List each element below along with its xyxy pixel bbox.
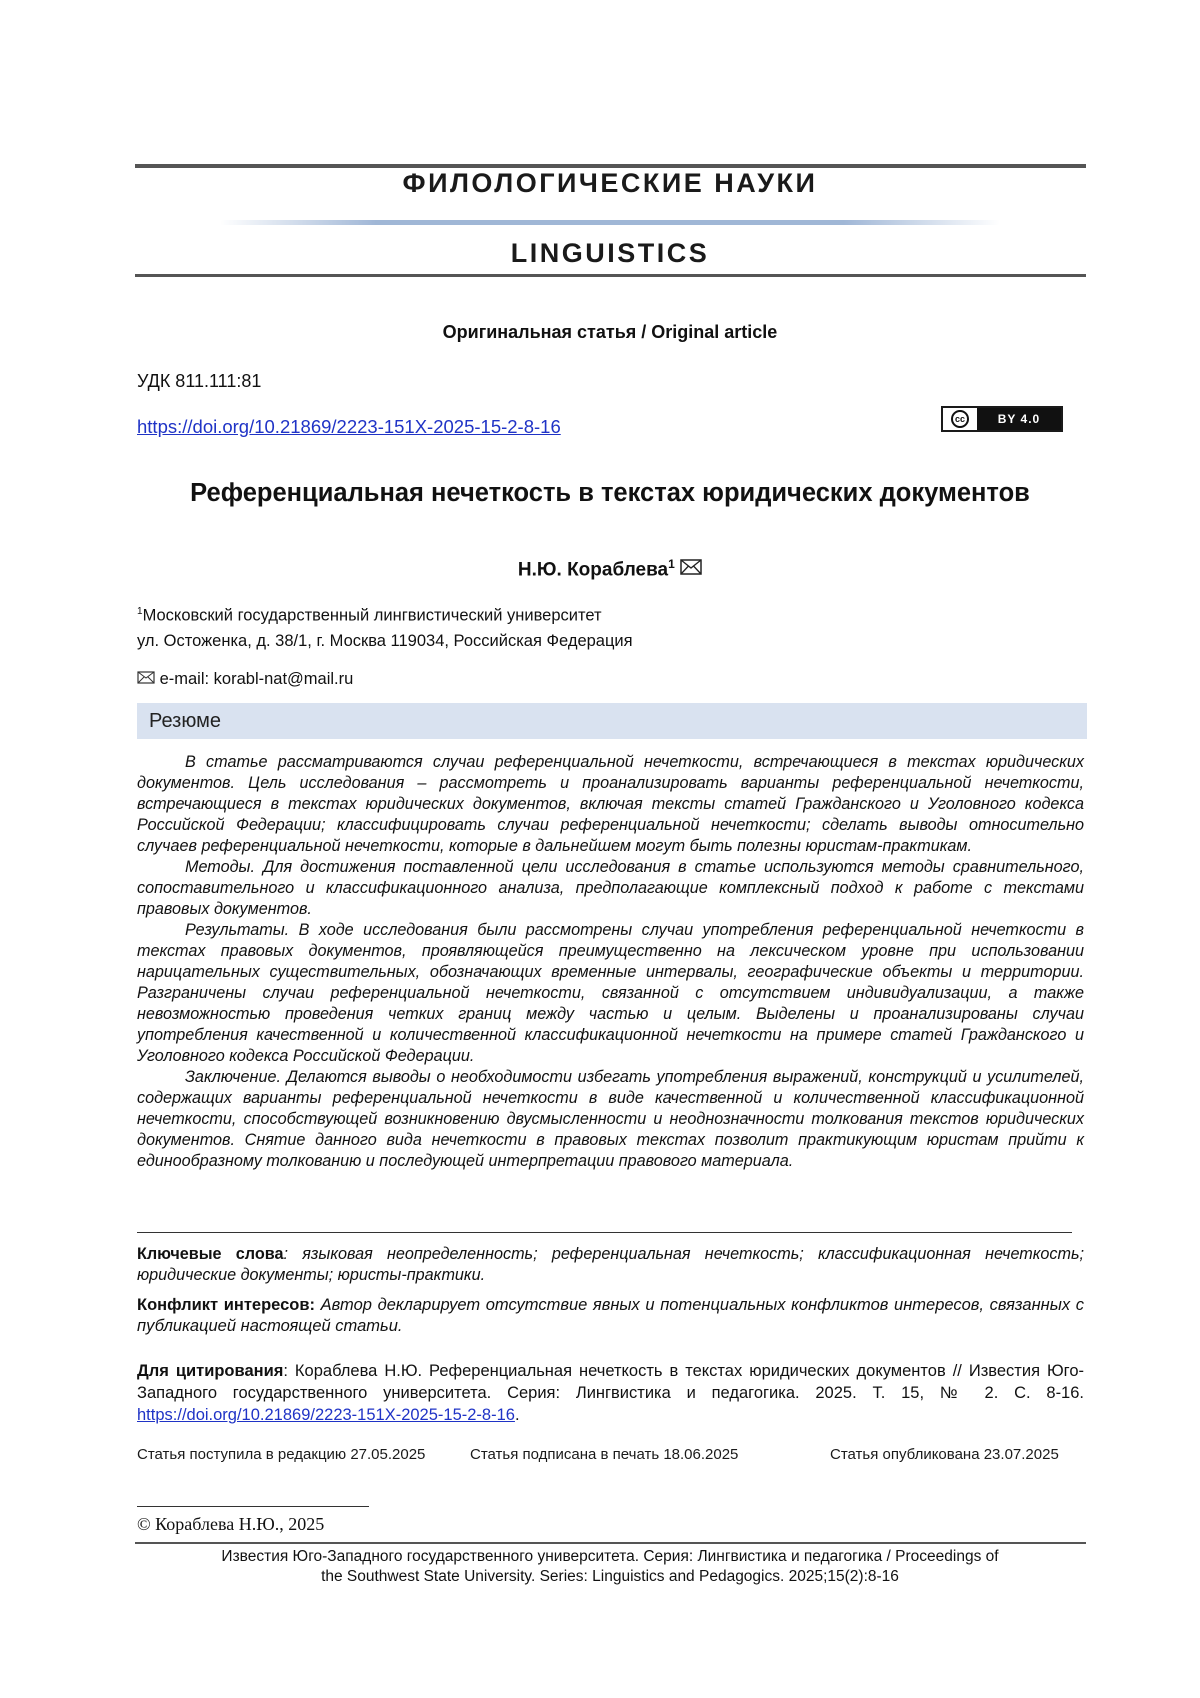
copyright: © Кораблева Н.Ю., 2025 xyxy=(137,1514,325,1534)
citation-block xyxy=(137,1360,1084,1426)
citation-label: Для цитирования xyxy=(137,1362,284,1380)
author-name: Н.Ю. Кораблева xyxy=(517,559,669,581)
conflict-label: Конфликт интересов: xyxy=(137,1296,316,1314)
affiliation-line-1 xyxy=(137,606,602,626)
date-accepted: Статья подписана в печать 18.06.2025 xyxy=(470,1446,739,1463)
keywords-label: Ключевые слова xyxy=(137,1245,284,1263)
article-type: Оригинальная статья / Original article xyxy=(442,322,778,342)
section-title-ru: ФИЛОЛОГИЧЕСКИЕ НАУКИ xyxy=(402,168,818,198)
header-divider xyxy=(220,220,1000,225)
cc-icon: cc xyxy=(943,408,977,430)
affiliation-university: Московский государственный лингвистический университет xyxy=(142,606,602,625)
abstract-text xyxy=(137,752,1084,1172)
keywords-block xyxy=(137,1244,1084,1286)
header-bottom-rule xyxy=(135,274,1086,277)
keywords-text: : языковая неопределенность; референциальная нечеткость; классификационная нечеткость; юридические документы; юристы-практики. xyxy=(137,1245,1084,1284)
abstract-paragraph-conclusion: Заключение. Делаются выводы о необходимости избегать употребления выражений, конструкций и усилителей, содержащих варианты референциальной нечеткости в виде качественной и количественной классификационной нечеткости, способствующей возникновению двусмысленности и неоднозначности толкования текстов юридических документов. Снятие данного вида нечеткости в правовых текстах позволит практикующим юристам прийти к единообразному толкованию и последующей интерпретации правового материала. xyxy=(137,1068,1084,1170)
citation-end: . xyxy=(514,1406,520,1424)
affiliation-address: ул. Остоженка, д. 38/1, г. Москва 119034, Российская Федерация xyxy=(137,632,633,650)
email-address[interactable]: e-mail: korabl-nat@mail.ru xyxy=(159,670,354,688)
udk-code: УДК 811.111:81 xyxy=(137,371,262,391)
resume-heading: Резюме xyxy=(149,710,221,732)
envelope-icon[interactable] xyxy=(680,559,702,581)
email-line xyxy=(137,670,353,689)
resume-heading-bar xyxy=(137,703,1087,739)
date-received: Статья поступила в редакцию 27.05.2025 xyxy=(137,1446,426,1463)
abstract-divider xyxy=(137,1232,1072,1233)
abstract-paragraph-intro: В статье рассматриваются случаи референциальной нечеткости, встречающиеся в текстах юридических документов. Цель исследования – рассмотреть и проанализировать варианты референциальной нечеткости, встречающиеся в текстах юридических документов, включая тексты статей Гражданского и Уголовного кодекса Российской Федерации; классифицировать случаи референциальной нечеткости; сделать выводы относительно случаев референциальной нечеткости, которые в дальнейшем могут быть полезны юристам-практикам. xyxy=(137,753,1084,855)
cc-badge-text: BY 4.0 xyxy=(977,408,1061,430)
doi-link[interactable]: https://doi.org/10.21869/2223-151X-2025-15-2-8-16 xyxy=(137,416,561,437)
article-title: Референциальная нечеткость в текстах юридических документов xyxy=(190,479,1030,507)
date-published: Статья опубликована 23.07.2025 xyxy=(830,1446,1059,1463)
footer-line-2: the Southwest State University. Series: Linguistics and Pedagogics. 2025;15(2):8-16 xyxy=(321,1568,899,1585)
affiliation-sup: 1 xyxy=(137,606,143,617)
abstract-paragraph-methods: Методы. Для достижения поставленной цели исследования в статье используются методы сравнительного, сопоставительного и классификационного анализа, предполагающие комплексный подход к работе с текстами правовых документов. xyxy=(137,858,1084,918)
footer-line-1: Известия Юго-Западного государственного университета. Серия: Лингвистика и педагогика / Proceedings of xyxy=(221,1548,999,1565)
abstract-paragraph-results: Результаты. В ходе исследования были рассмотрены случаи употребления референциальной нечеткости в текстах правовых документов, проявляющейся преимущественно на лексическом уровне при использовании нарицательных существительных, обозначающих временные интервалы, географические объекты и территории. Разграничены случаи референциальной нечеткости, связанной с отсутствием индивидуализации, а также невозможностью проведения четких границ между частью и целым. Выделены и проанализированы случаи употребления качественной и количественной классификационной нечеткости на примере статей Гражданского и Уголовного кодекса Российской Федерации. xyxy=(137,921,1084,1065)
section-title-en: LINGUISTICS xyxy=(510,238,710,268)
envelope-icon xyxy=(137,670,155,689)
author-affiliation-sup: 1 xyxy=(668,557,675,571)
conflict-block xyxy=(137,1295,1084,1337)
footer-rule xyxy=(135,1542,1086,1544)
conflict-text: Автор декларирует отсутствие явных и потенциальных конфликтов интересов, связанных с публикацией настоящей статьи. xyxy=(137,1296,1084,1335)
citation-text: : Кораблева Н.Ю. Референциальная нечеткость в текстах юридических документов // Известия Юго-Западного государственного университета. Серия: Лингвистика и педагогика. 2025. Т. 15, № 2. С. 8-16. xyxy=(137,1362,1084,1402)
copyright-rule xyxy=(137,1506,369,1507)
author-line xyxy=(135,557,1085,581)
cc-license-badge[interactable] xyxy=(941,406,1063,432)
citation-doi-link[interactable]: https://doi.org/10.21869/2223-151X-2025-15-2-8-16 xyxy=(137,1406,515,1424)
